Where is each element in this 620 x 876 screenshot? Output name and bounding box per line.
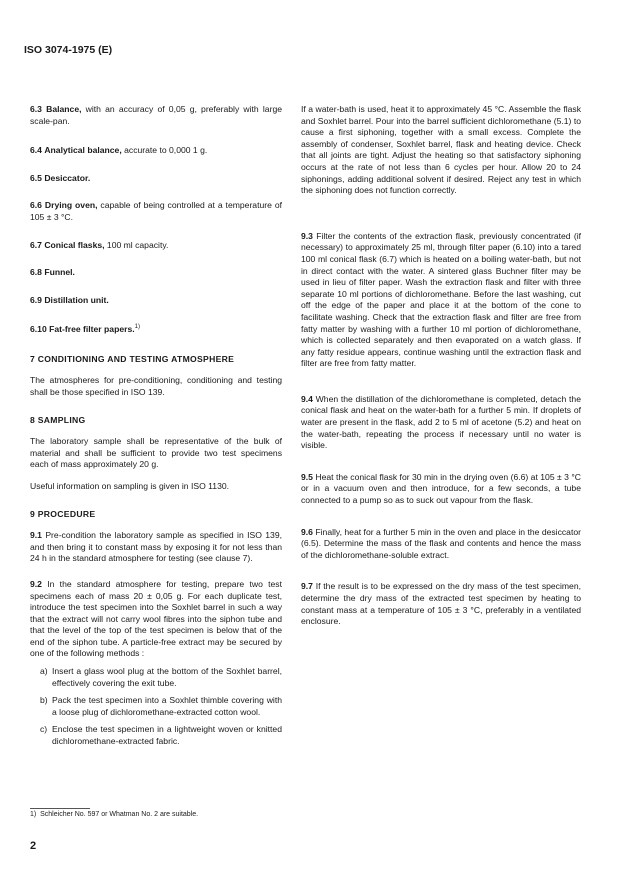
clause-title: Desiccator. [44, 172, 91, 183]
section-8-text: The laboratory sample shall be representative of the bulk of material and shall be sufficient to provide two test specimens each of mass approximately 20 g. [30, 436, 282, 470]
clause-6-4 [30, 145, 282, 157]
water-bath-paragraph: If a water-bath is used, heat it to approximately 45 °C. Assemble the flask and Soxhlet barrel. Pour into the barrel sufficient dichloromethane (5.1) to cause a first siphoning, together with a small excess. Complete the assembly of condenser, Soxhlet barrel, flask and heating device. Check that all joints are tight. Adjust the heating so that satisfactory siphoning occurs at the rate of not less than 6 cycles per hour. Allow 20 to 24 siphonings, adding additional solvent if desired. Reject any test in which the siphoning does not function correctly. [301, 104, 581, 196]
clause-title: Funnel. [44, 267, 75, 278]
clause-text: capable of being controlled at a temperature of 105 ± 3 °C. [30, 200, 282, 222]
clause-6-8 [30, 267, 282, 279]
list-label: a) [40, 666, 48, 677]
section-7-heading: 7 CONDITIONING AND TESTING ATMOSPHERE [30, 353, 235, 364]
clause-title: Balance, [46, 104, 82, 114]
clause-text: 100 ml capacity. [104, 239, 169, 250]
clause-9-2 [30, 579, 282, 660]
clause-number: 6.5 [30, 172, 42, 183]
footnote-divider [30, 808, 90, 809]
clause-text: Filter the contents of the extraction flask, previously concentrated (if necessary) to approximately 25 ml, through filter paper (6.10) into a tared 100 ml conical flask (6.7) which is heated on a boiling water-bath, but not in direct contact with the water. A sintered glass Buchner filter may be used in lieu of filter paper. Wash the extraction flask and filter with three separate 10 ml portions of dichloromethane. Before the last washing, cut off the edge of the paper and place it at the bottom of the cone to facilitate washing. Check that the extraction flask and filter are free from fatty matter by washing with a further 10 ml portion of dichloromethane, which is collected separately and then evaporated on a watch glass. If any fatty residue appears, continue washing until the extraction flask and filter are free from fatty matter. [301, 230, 581, 369]
clause-number: 9.1 [30, 530, 42, 541]
clause-text: with an accuracy of 0,05 g, preferably with large scale-pan. [30, 104, 282, 126]
clause-6-9 [30, 295, 282, 307]
section-8-heading: 8 SAMPLING [30, 414, 86, 425]
clause-number: 6.4 [30, 145, 42, 156]
clause-number: 9.2 [30, 578, 42, 589]
left-column [30, 104, 282, 748]
list-label: c) [40, 724, 48, 735]
clause-number: 6.6 [30, 200, 42, 211]
clause-number: 9.6 [301, 526, 313, 537]
clause-6-5 [30, 173, 282, 185]
list-text: Enclose the test specimen in a lightweight woven or knitted dichloromethane-extracted fabric. [52, 724, 282, 747]
clause-text: accurate to 0,000 1 g. [121, 145, 208, 156]
footnote-text: Schleicher No. 597 or Whatman No. 2 are suitable. [40, 811, 199, 818]
clause-title: Fat-free filter papers. [49, 324, 135, 335]
clause-title: Distillation unit. [44, 294, 109, 305]
clause-6-7 [30, 240, 282, 252]
clause-text: Heat the conical flask for 30 min in the drying oven (6.6) at 105 ± 3 °C or in a vacuum oven and then introduce, for a few seconds, a tube connected to a pump so as to suck out vapour from the flask. [301, 471, 581, 506]
clause-number: 6.8 [30, 267, 42, 278]
section-7-text: The atmospheres for pre-conditioning, conditioning and testing shall be those specified in ISO 139. [30, 375, 282, 397]
clause-9-1 [30, 530, 282, 565]
right-column [301, 104, 581, 628]
list-text: Pack the test specimen into a Soxhlet thimble covering with a loose plug of dichloromethane-extracted cotton wool. [52, 695, 282, 717]
clause-number: 6.7 [30, 239, 42, 250]
clause-title: Conical flasks, [44, 239, 105, 250]
clause-9-5 [301, 472, 581, 507]
footnote-mark: 1) [30, 811, 37, 818]
list-label: b) [40, 695, 48, 706]
clause-9-3 [301, 231, 581, 370]
clause-6-3 [30, 104, 282, 127]
section-8-text-2: Useful information on sampling is given in ISO 1130. [30, 480, 230, 491]
clause-title: Analytical balance, [44, 145, 122, 156]
clause-text: Pre-condition the laboratory sample as specified in ISO 139, and then bring it to constant mass by exposing it for not less than 24 h in the standard atmosphere for testing (see clause 7). [30, 530, 282, 564]
clause-number: 9.3 [301, 230, 313, 241]
clause-number: 9.4 [301, 393, 313, 404]
clause-text: If the result is to be expressed on the dry mass of the test specimen, determine the dry mass of the extracted test specimen by heating to constant mass at a temperature of 105 ± 3 °C, preferably in a ventilated enclosure. [301, 581, 581, 627]
clause-title: Drying oven, [44, 200, 98, 211]
clause-number: 6.9 [30, 294, 42, 305]
clause-text: When the distillation of the dichloromethane is completed, detach the conical flask and heat on the water-bath for a further 5 min. If droplets of water are present in the flask, add 2 to 5 ml of acetone (5.2) and heat on the water-bath, repeating the process if necessary until no water is visible. [301, 393, 581, 451]
section-9-heading: 9 PROCEDURE [30, 508, 96, 519]
clause-text: In the standard atmosphere for testing, prepare two test specimens each of mass 20 ± 0,05 g. For each duplicate test, introduce the test specimen into the Soxhlet barrel in such a way that the extract will not carry wool fibres into the siphon tube and that the level of the top of the test specimen is below that of the end of the siphon tube. A particle-free extract may be secured by one of the following methods : [30, 578, 282, 659]
clause-number: 6.10 [30, 324, 47, 335]
page-number: 2 [30, 840, 37, 852]
clause-number: 9.7 [301, 581, 313, 592]
clause-number: 9.5 [301, 471, 313, 482]
footnote-reference: 1) [134, 324, 140, 331]
clause-number: 6.3 [30, 104, 42, 114]
clause-9-6 [301, 527, 581, 562]
footnote [30, 811, 198, 818]
method-a [40, 666, 282, 689]
document-header: ISO 3074-1975 (E) [24, 44, 113, 56]
clause-9-4 [301, 394, 581, 452]
clause-6-6 [30, 200, 282, 223]
clause-text: Finally, heat for a further 5 min in the oven and place in the desiccator (6.5). Determine the mass of the flask and contents and hence the mass of the dichloromethane-soluble extract. [301, 526, 581, 560]
clause-6-10 [30, 322, 282, 335]
method-b [40, 695, 282, 718]
list-text: Insert a glass wool plug at the bottom of the Soxhlet barrel, effectively covering the exit tube. [52, 666, 282, 688]
method-c [40, 724, 282, 747]
clause-9-7 [301, 581, 581, 627]
